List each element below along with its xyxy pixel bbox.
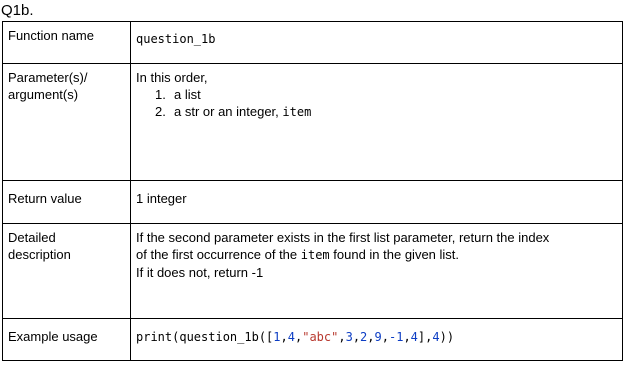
description-line-2-before: of the first occurrence of the xyxy=(136,247,301,262)
example-code xyxy=(136,330,454,344)
row-description xyxy=(3,224,623,319)
description-line-2 xyxy=(136,246,617,264)
parameters-list xyxy=(155,86,617,121)
example-code-token: 4 xyxy=(410,330,418,344)
example-code-token: 4 xyxy=(287,330,295,344)
spec-table xyxy=(2,21,623,361)
example-code-token: 2 xyxy=(360,330,368,344)
description-line-3: If it does not, return -1 xyxy=(136,265,264,280)
example-code-token: , xyxy=(294,330,303,344)
description-line-2-code: item xyxy=(300,248,330,262)
example-code-token: print(question_1b([ xyxy=(136,330,274,344)
question-heading: Q1b. xyxy=(1,2,34,19)
example-code-token: , xyxy=(381,330,389,344)
example-code-token: -1 xyxy=(388,330,404,344)
example-label: Example usage xyxy=(3,319,131,361)
parameters-label-line2: argument(s) xyxy=(8,87,79,102)
parameters-value xyxy=(131,64,623,181)
example-code-token: 1 xyxy=(273,330,281,344)
parameters-intro: In this order, xyxy=(136,70,208,85)
parameter-item-2 xyxy=(155,103,617,121)
example-code-token: 4 xyxy=(432,330,440,344)
example-code-token: )) xyxy=(439,330,455,344)
example-code-token: "abc" xyxy=(302,330,339,344)
parameter-item-2-number: 2. xyxy=(155,104,166,119)
parameter-item-1 xyxy=(155,86,617,103)
example-code-token: , xyxy=(280,330,288,344)
example-code-token: , xyxy=(338,330,346,344)
example-value xyxy=(131,319,623,361)
description-line-1: If the second parameter exists in the first list parameter, return the index xyxy=(136,230,550,245)
example-code-token: , xyxy=(367,330,375,344)
parameter-item-2-text: a str or an integer, xyxy=(174,104,283,119)
example-code-token: 9 xyxy=(374,330,382,344)
example-code-token: 3 xyxy=(345,330,353,344)
function-name-value xyxy=(131,22,623,64)
example-code-token: , xyxy=(403,330,411,344)
row-parameters xyxy=(3,64,623,181)
row-function-name xyxy=(3,22,623,64)
parameter-item-1-number: 1. xyxy=(155,87,166,102)
example-code-token: , xyxy=(352,330,361,344)
return-value-label: Return value xyxy=(3,181,131,224)
parameters-label xyxy=(3,64,131,181)
description-value xyxy=(131,224,623,319)
function-name-label: Function name xyxy=(3,22,131,64)
row-example xyxy=(3,319,623,361)
parameters-label-line1: Parameter(s)/ xyxy=(8,70,88,85)
example-code-token: ], xyxy=(417,330,433,344)
description-label-line2: description xyxy=(8,247,71,262)
description-label-line1: Detailed xyxy=(8,230,56,245)
parameter-item-1-text: a list xyxy=(174,87,201,102)
return-value-value: 1 integer xyxy=(131,181,623,224)
parameter-item-2-code: item xyxy=(282,105,312,119)
row-return-value xyxy=(3,181,623,224)
description-line-2-after: found in the given list. xyxy=(329,247,460,262)
description-label xyxy=(3,224,131,319)
function-name-code: question_1b xyxy=(136,32,216,46)
